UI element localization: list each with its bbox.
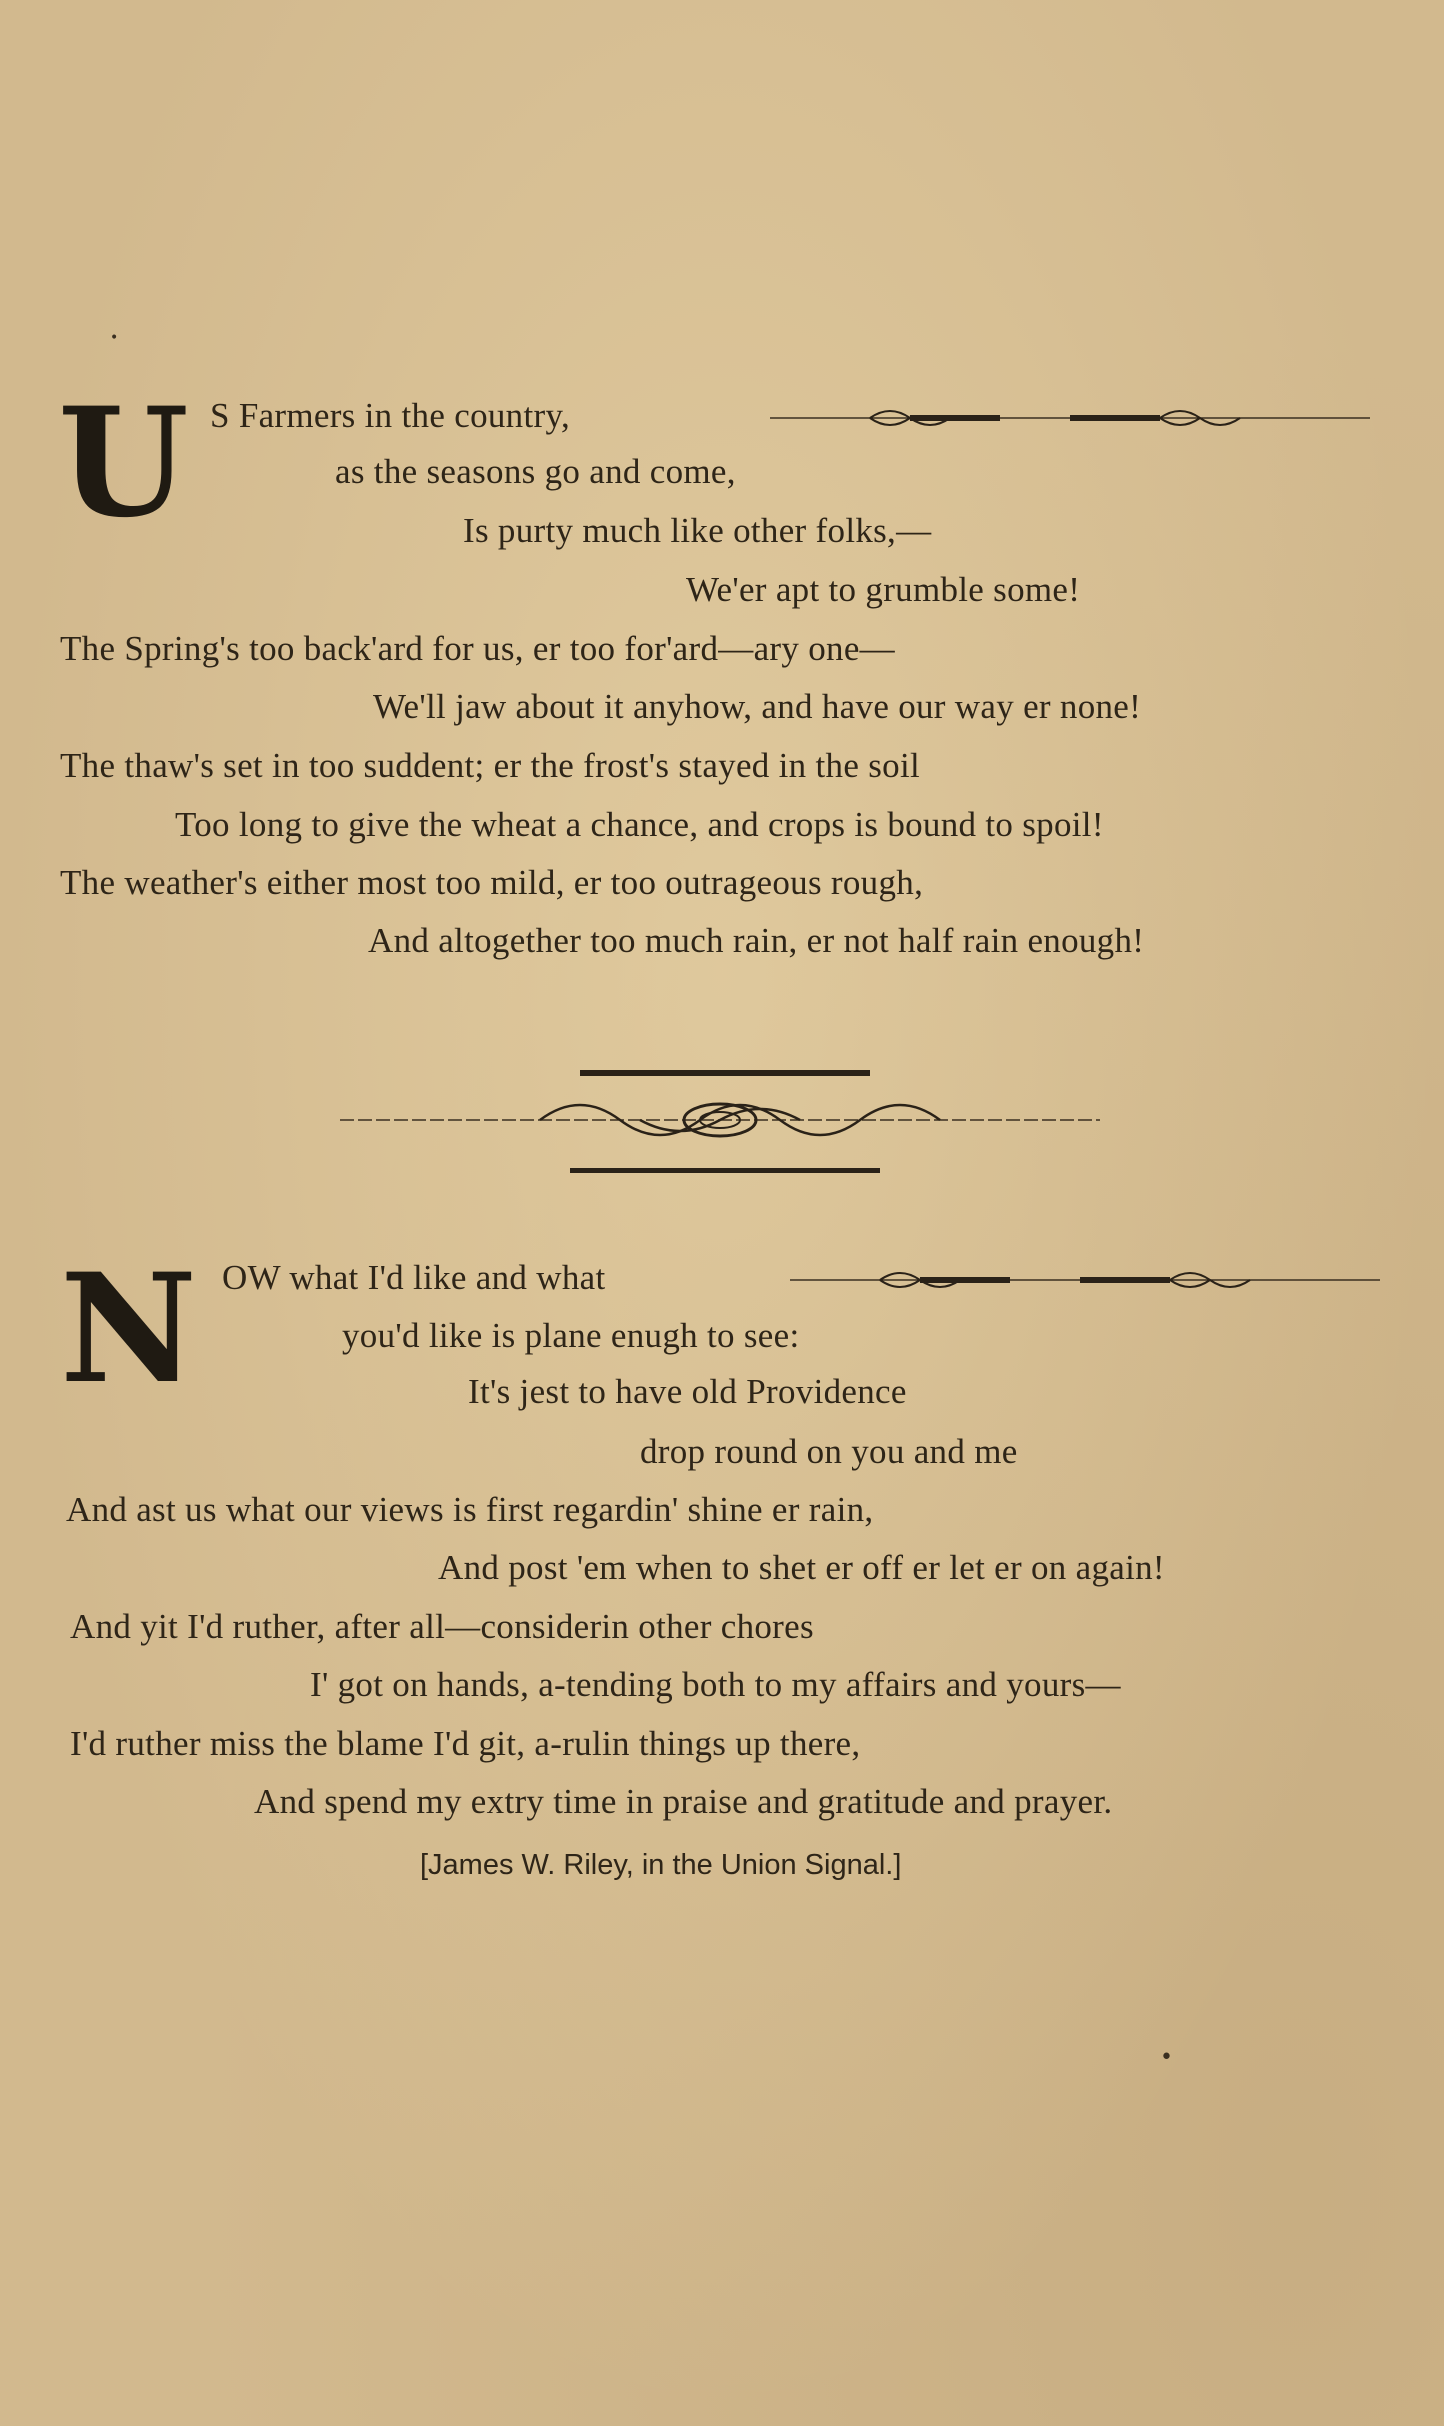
attribution: [James W. Riley, in the Union Signal.] [420, 1849, 902, 1881]
poem-line: And ast us what our views is first regardin' shine er rain, [66, 1490, 874, 1529]
poem-line: I'd ruther miss the blame I'd git, a-rulin things up there, [70, 1724, 861, 1763]
central-ornament [340, 1060, 1100, 1190]
ink-speck: • [110, 330, 119, 346]
flourish-rule-top [770, 398, 1370, 438]
poem-line: drop round on you and me [640, 1432, 1018, 1471]
poem-line: S Farmers in the country, [210, 396, 571, 435]
flourish-rule-bottom [790, 1260, 1380, 1300]
poem-line: And post 'em when to shet er off er let er on again! [438, 1548, 1165, 1587]
poem-line: The weather's either most too mild, er too outrageous rough, [60, 863, 924, 902]
poem-line: And altogether too much rain, er not half rain enough! [368, 921, 1145, 960]
poem-line: as the seasons go and come, [335, 452, 736, 491]
poem-line: And yit I'd ruther, after all—considerin other chores [70, 1607, 814, 1646]
ink-speck: • [1160, 2045, 1173, 2070]
poem-line: Is purty much like other folks,— [463, 511, 932, 550]
poem-line: We'll jaw about it anyhow, and have our way er none! [373, 687, 1142, 726]
poem-line: We'er apt to grumble some! [686, 570, 1081, 609]
poem-line: The thaw's set in too suddent; er the frost's stayed in the soil [60, 746, 921, 785]
poem-line: The Spring's too back'ard for us, er too for'ard—ary one— [60, 629, 895, 668]
poem-line: you'd like is plane enugh to see: [342, 1316, 800, 1355]
drop-cap-n: N [60, 1241, 198, 1417]
poem-line: It's jest to have old Providence [468, 1372, 907, 1411]
poem-line: I' got on hands, a-tending both to my affairs and yours— [310, 1665, 1121, 1704]
drop-cap-u: U [58, 375, 189, 551]
poem-line: Too long to give the wheat a chance, and crops is bound to spoil! [175, 805, 1104, 844]
poem-line: OW what I'd like and what [222, 1258, 606, 1297]
poem-line: And spend my extry time in praise and gratitude and prayer. [254, 1782, 1113, 1821]
